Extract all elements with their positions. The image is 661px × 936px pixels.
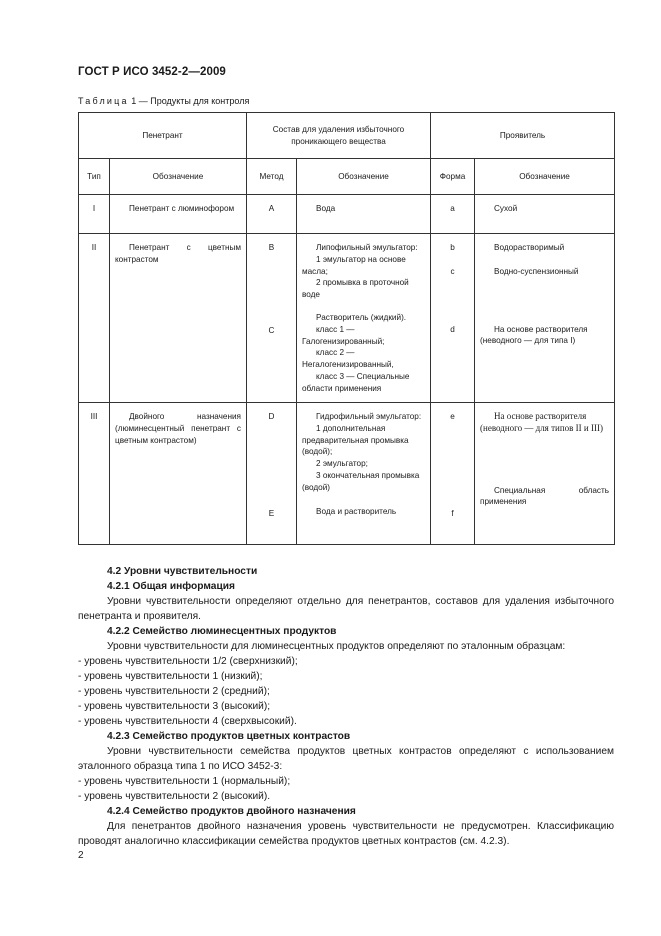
remover-line: класс 1 — Галогенизированный; <box>302 324 385 346</box>
table-group-header-row <box>79 113 615 159</box>
table-caption <box>78 96 249 106</box>
header-form: Форма <box>431 159 475 195</box>
table-caption-title: 1 — Продукты для контроля <box>131 96 250 106</box>
developer-cell: Сухой <box>494 204 518 213</box>
list-item: - уровень чувствительности 1 (нормальный); <box>78 776 291 787</box>
type-cell: II <box>91 243 97 252</box>
section-heading: 4.2 Уровни чувствительности <box>107 566 258 577</box>
paragraph: Для пенетрантов двойного назначения уровень чувствительности не предусмотрен. Классификацию проводят аналогично классификации семейства продуктов цветных контрастов (см. 4.2.3). <box>78 821 614 847</box>
header-developer: Проявитель <box>431 113 615 159</box>
remover-line: класс 3 — Специальные области применения <box>302 371 410 393</box>
penetrant-cell: Пенетрант с люминофором <box>129 204 235 213</box>
section-heading: 4.2.2 Семейство люминесцентных продуктов <box>107 626 337 637</box>
body-sections <box>78 564 614 849</box>
method-cell: E <box>268 508 275 518</box>
form-cell: c <box>450 266 455 276</box>
remover-line: Растворитель (жидкий). <box>316 312 407 322</box>
list-item: - уровень чувствительности 2 (высокий). <box>78 791 271 802</box>
remover-line: 2 эмульгатор; <box>316 459 368 469</box>
form-cell: d <box>450 324 455 334</box>
table-row-type-2 <box>79 234 615 403</box>
form-cell: b <box>450 243 455 252</box>
list-item: - уровень чувствительности 1 (низкий); <box>78 671 263 682</box>
table-caption-word: Таблица <box>78 96 129 106</box>
header-type: Тип <box>79 159 110 195</box>
paragraph: Уровни чувствительности для люминесцентных продуктов определяют по эталонным образцам: <box>107 641 566 652</box>
remover-line: Гидрофильный эмульгатор: <box>316 412 422 421</box>
method-cell: C <box>268 325 275 335</box>
list-item: - уровень чувствительности 1/2 (сверхнизкий); <box>78 656 298 667</box>
penetrant-cell: Двойного назначения (люминесцентный пенетрант с цветным контрастом) <box>115 412 241 445</box>
form-cell: f <box>451 508 454 518</box>
header-pen-designation: Обозначение <box>110 159 247 195</box>
header-method: Метод <box>247 159 297 195</box>
list-item: - уровень чувствительности 4 (сверхвысокий). <box>78 716 297 727</box>
developer-cell: Водно-суспензионный <box>494 266 579 276</box>
remover-cell <box>297 234 430 395</box>
developer-cell: Водорастворимый <box>494 243 565 252</box>
table-row-type-3 <box>79 403 615 545</box>
type-cell: III <box>90 412 98 421</box>
page-number: 2 <box>78 850 84 861</box>
remover-line: 2 промывка в проточной воде <box>302 278 409 300</box>
header-rem-designation: Обозначение <box>297 159 431 195</box>
developer-cell: Специальная область применения <box>480 485 610 507</box>
products-table <box>78 112 615 545</box>
table-row-type-1 <box>79 195 615 234</box>
list-item: - уровень чувствительности 2 (средний); <box>78 686 270 697</box>
remover-line: класс 2 — Негалогенизированный, <box>302 348 394 370</box>
method-cell: D <box>268 412 275 421</box>
remover-line: 1 эмульгатор на основе масла; <box>302 254 406 276</box>
remover-line: 1 дополнительная предварительная промывка (водой); <box>302 423 409 457</box>
remover-line: Вода и растворитель <box>316 506 397 516</box>
remover-cell <box>297 403 430 517</box>
section-heading: 4.2.1 Общая информация <box>107 581 235 592</box>
developer-cell: На основе растворителя (неводного — для типа I) <box>480 324 588 346</box>
header-penetrant: Пенетрант <box>79 113 247 159</box>
paragraph: Уровни чувствительности определяют отдельно для пенетрантов, составов для удаления избыточного пенетранта и проявителя. <box>78 596 614 622</box>
section-heading: 4.2.4 Семейство продуктов двойного назначения <box>107 806 356 817</box>
type-cell: I <box>92 204 96 213</box>
header-remover: Состав для удаления избыточного проникающего вещества <box>247 113 431 159</box>
paragraph: Уровни чувствительности семейства продуктов цветных контрастов определяют с использованием эталонного образца типа 1 по ИСО 3452-3: <box>78 746 614 772</box>
form-cell: e <box>450 412 455 421</box>
section-heading: 4.2.3 Семейство продуктов цветных контрастов <box>107 731 351 742</box>
list-item: - уровень чувствительности 3 (высокий); <box>78 701 271 712</box>
remover-line: Липофильный эмульгатор: <box>316 243 418 252</box>
remover-cell: Вода <box>316 204 336 213</box>
form-cell: a <box>450 204 455 213</box>
document-header: ГОСТ Р ИСО 3452-2—2009 <box>78 66 226 78</box>
remover-line: 3 окончательная промывка (водой) <box>302 470 420 492</box>
penetrant-cell: Пенетрант с цветным контрастом <box>115 243 241 264</box>
developer-cell: На основе растворителя (неводного — для типов II и III) <box>480 411 603 433</box>
header-dev-designation: Обозначение <box>475 159 615 195</box>
method-cell: B <box>268 243 275 252</box>
table-subheader-row <box>79 159 615 195</box>
method-cell: A <box>268 204 275 213</box>
